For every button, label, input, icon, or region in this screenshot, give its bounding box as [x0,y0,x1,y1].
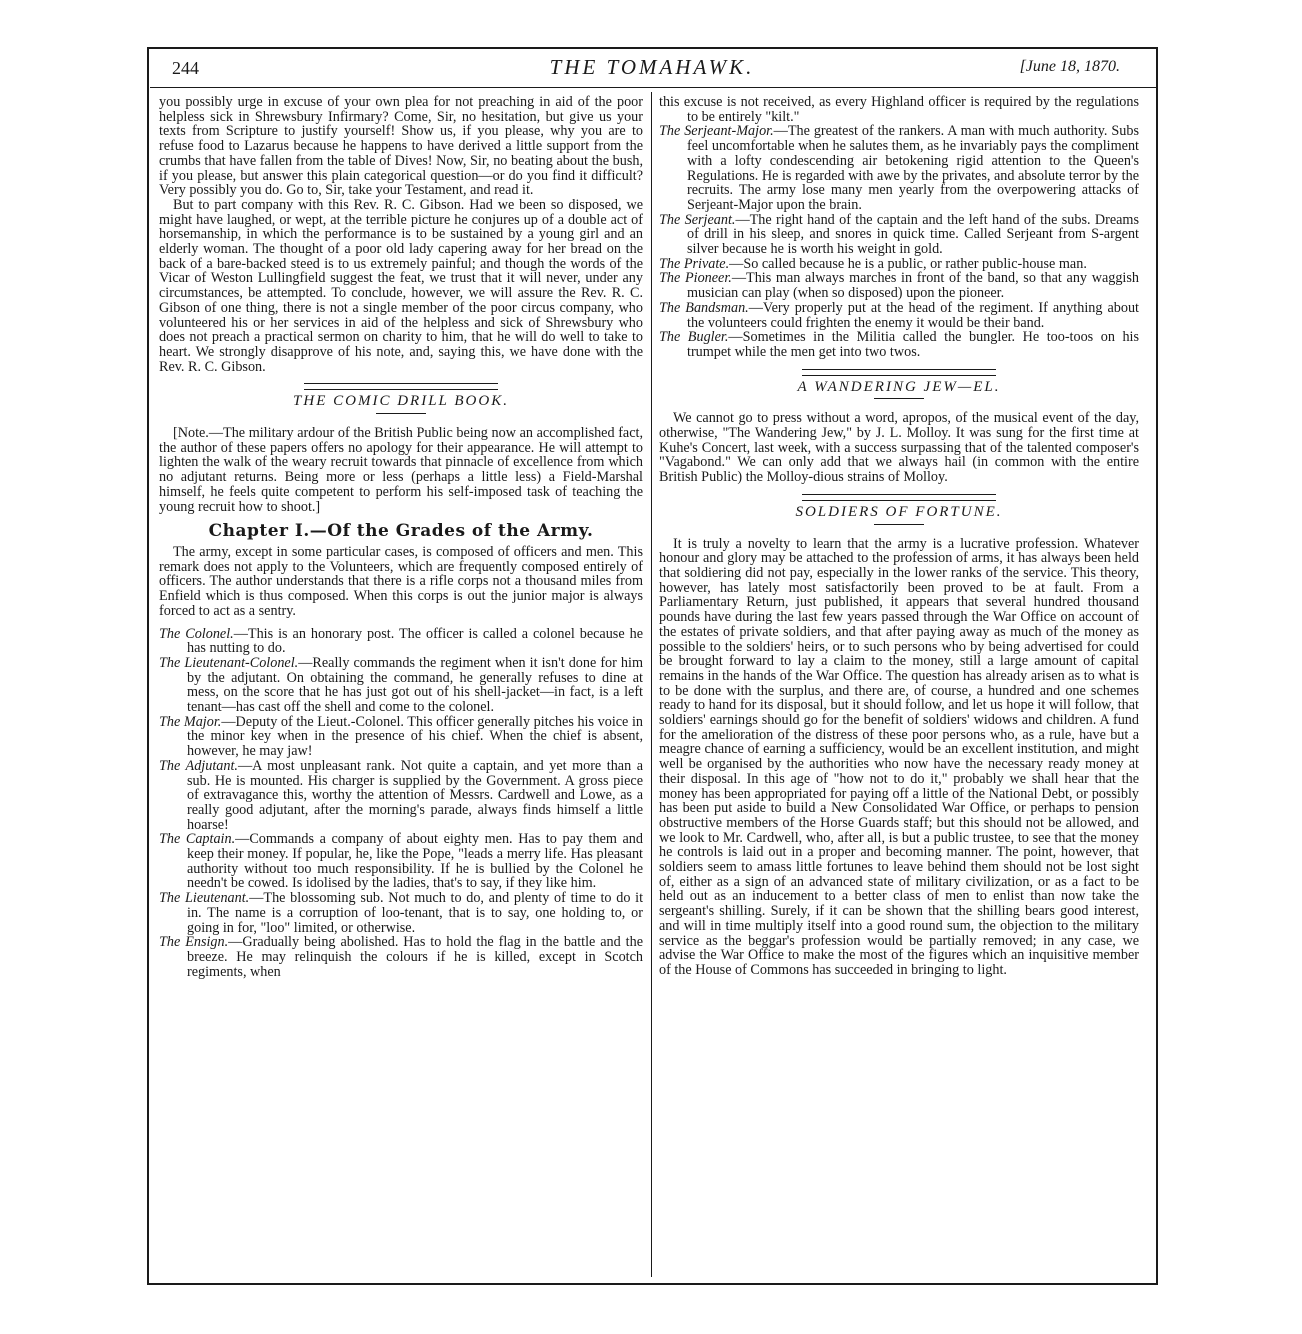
entry-term: The Serjeant. [659,211,736,228]
glossary-entry [659,124,1139,212]
paragraph: you possibly urge in excuse of your own plea for not preaching in aid of the poor helpless sick in Shrewsbury Infirmary? Come, Sir, no hesitation, but give us your texts from Scripture to justify yourself! Show us, if you please, why you are to refuse food to Lazarus because he happens to have derived a little support from the crumbs that have fallen from the table of Dives! Now, Sir, no beating about the bush, if you please, but answer this plain categorical question—or do you find it difficult? Very possibly you do. Go to, Sir, take your Testament, and read it. [159,94,643,199]
entry-term: The Lieutenant-Colonel. [159,654,299,671]
editorial-note: [Note.—The military ardour of the British Public being now an accomplished fact, the author of these papers offers no apology for their appearance. He will attempt to lighten the walk of the weary recruit towards that pinnacle of excellence from which no adjutant returns. Being more or less (perhaps a little less) a Field-Marshal himself, he feels quite competent to perform his self-imposed task of teaching the young recruit how to shoot.] [159,425,643,515]
left-column [159,95,643,979]
glossary-entry [159,832,643,891]
entry-term: The Ensign. [159,934,229,951]
section-divider [304,383,498,390]
glossary-entry [659,301,1139,330]
entry-text: —This is an honorary post. The officer is called a colonel because he has nutting to do. [187,625,643,657]
entry-term: The Bandsman. [659,299,749,316]
glossary-entry [159,627,643,656]
entry-term: The Bugler. [659,329,729,346]
section-title-soldiers-of-fortune: SOLDIERS OF FORTUNE. [795,503,1003,520]
glossary-entry [659,257,1139,272]
entry-text: —A most unpleasant rank. Not quite a captain, and yet more than a sub. He is mounted. His charger is supplied by the Government. A gross piece of extravagance this, worthy the attention of Messrs. Cardwell and Lowe, as a really good adjutant, after the morning's parade, always finds himself a little hoarse! [187,757,643,833]
glossary-entry [159,715,643,759]
paragraph: But to part company with this Rev. R. C. Gibson. Had we been so disposed, we might have laughed, or wept, at the terrible picture he conjures up of a double act of horsemanship, in which the performance is to be sustained by a young girl and an elderly woman. The thought of a poor old lady capering away for her bread on the back of a bare-backed steed is to us extremely painful; and though the words of the Vicar of Weston Lullingfield suggest the feat, we trust that it will never, under any circumstances, be attempted. To conclude, however, we will assure the Rev. R. C. Gibson of one thing, there is not a single member of the poor circus company, who volunteered his or her services in aid of the helpless and sick of Shrewsbury who does not preach a practical sermon on charity to him, that he will do well to take to heart. We strongly disapprove of his note, and, saying this, we have done with the Rev. R. C. Gibson. [159,196,643,375]
entry-text: —The greatest of the rankers. A man with much authority. Subs feel uncomfortable when he salutes them, as he invariably pays the compliment with a lofty condescending air betokening rigid attention to the Queen's Regulations. He is regarded with awe by the privates, and absolute terror by the recruits. The army lose many men yearly from the overpowering attacks of Serjeant-Major upon the brain. [687,123,1139,213]
glossary-entry [159,891,643,935]
entry-term: The Lieutenant. [159,890,250,907]
section-title-comic-drill-book: THE COMIC DRILL BOOK. [293,393,509,410]
glossary-entry [659,330,1139,359]
entry-text: —Gradually being abolished. Has to hold the flag in the battle and the breeze. He may relinquish the colours if he is killed, except in Scotch regiments, when [187,934,643,980]
page-header [162,54,1142,84]
glossary-entry [159,759,643,833]
periodical-title: THE TOMAHAWK. [549,55,755,79]
title-underline [874,524,924,525]
entry-term: The Private. [659,255,730,272]
paragraph: We cannot go to press without a word, apropos, of the musical event of the day, otherwise, "The Wandering Jew," by J. L. Molloy. It was sung for the first time at Kuhe's Concert, last week, with a success surpassing that of the talented composer's "Vagabond." We can only add that we always hail (in common with the entire British Public) the Molloy-dious strains of Molloy. [659,410,1139,486]
entry-text: —Deputy of the Lieut.-Colonel. This officer generally pitches his voice in the minor key when in the presence of his chief. When the chief is absent, however, he may jaw! [187,713,643,760]
entry-text: —Commands a company of about eighty men. Has to pay them and keep their money. If popular, he, like the Pope, "leads a merry life. Has pleasant authority without too much responsibility. If he is bullied by the Colonel he needn't be cowed. Is idolised by the ladies, that's to say, if they like him. [187,831,643,892]
glossary-entry [159,935,643,979]
title-underline [874,398,924,399]
header-rule [150,87,1156,88]
title-underline [376,413,426,414]
entry-text: —Really commands the regiment when it isn't done for him by the adjutant. On obtaining the command, he generally refuses to dine at mess, on the score that he has just got out of his shell-jacket—in fact, is a left tenant—has cast off the shell and come to the colonel. [187,654,643,716]
page-number: 244 [172,58,199,78]
entry-term: The Pioneer. [659,270,732,287]
entry-text: —Very properly put at the head of the regiment. If anything about the volunteers could frighten the enemy it would be their band. [687,299,1139,331]
chapter-heading: Chapter I.—Of the Grades of the Army. [208,521,594,542]
paragraph-continuation: this excuse is not received, as every Highland officer is required by the regulations to be entirely "kilt." [659,94,1139,125]
entry-text: —Sometimes in the Militia called the bungler. He too-toos on his trumpet while the men get into two twos. [687,329,1140,360]
entry-text: —This man always marches in front of the band, so that any waggish musician can play (when so disposed) upon the pioneer. [687,270,1139,302]
glossary-entry [159,656,643,715]
issue-date: [June 18, 1870. [1019,58,1120,75]
section-divider [802,494,996,501]
section-divider [802,369,996,376]
entry-text: —The right hand of the captain and the left hand of the subs. Dreams of drill in his sleep, and snores in quick time. Called Serjeant from S-argent silver because he is worth his weight in gold. [687,211,1139,258]
right-column [659,95,1139,978]
paragraph: It is truly a novelty to learn that the army is a lucrative profession. Whatever honour and glory may be attached to the profession of arms, it has always been held that soldiering did not pay, especially in the lower ranks of the service. This theory, however, has lately most satisfactorily been proved to be at fault. From a Parliamentary Return, just published, it appears that several hundred thousand pounds have during the last few years passed through the War Office on account of the estates of private soldiers, and that after paying away as much of the money as possible to the soldiers' heirs, or to such persons who by being advertised for could be brought forward to lay a claim to the money, still a large amount of capital remains in the hands of the War Office. The question has already arisen as to what is to be done with the surplus, and there are, of course, a hundred and one schemes ready to hand for its disposal, but it should follow, and let us hope it will follow, that soldiers' earnings should go for the benefit of soldiers' widows and children. A fund for the amelioration of the distress of these poor persons who, as a rule, have but a meagre chance of earning a sufficiency, would be an excellent institution, and might well be organised by the authorities who now have the necessary ready money at their disposal. In this age of "how not to do it," probably we shall hear that the money has been appropriated for paying off a little of the National Debt, or possibly has been put aside to build a New Consolidated War Office, or perhaps to pension obstructive members of the Horse Guards staff; but this should not be allowed, and we look to Mr. Cardwell, who, after all, is but a public trustee, to see that the money he controls is laid out in a proper and becoming manner. The point, however, that soldiers seem to amass little fortunes to leave behind them should not be lost sight of, either as a sign of an advanced state of military civilization, or as a fact to be held out as an inducement to a better class of men to enlist than now take the sergeant's shilling. Surely, if it can be shown that the shilling bears good interest, and will in time multiply itself into a good round sum, the objection to the military service as the beggar's profession would be partially removed; in any case, we advise the War Office to make the most of the figures which an inquisitive member of the House of Commons has succeeded in bringing to light. [659,535,1139,978]
glossary-entry [659,271,1139,300]
section-title-wandering-jew: A WANDERING JEW—EL. [797,378,1001,395]
paragraph: The army, except in some particular cases, is composed of officers and men. This remark does not apply to the Volunteers, which are frequently composed entirely of officers. The author understands that there is a rifle corps not a thousand miles from Enfield which is thus composed. When this corps is out the junior major is always forced to act as a sentry. [159,543,643,619]
entry-term: The Colonel. [159,625,234,642]
entry-term: The Adjutant. [159,757,238,774]
glossary-entry [659,213,1139,257]
entry-term: The Serjeant-Major. [659,123,774,140]
entry-text: —So called because he is a public, or rather public-house man. [729,255,1087,272]
column-rule [651,92,652,1277]
entry-term: The Captain. [159,831,236,848]
entry-term: The Major. [159,713,222,730]
entry-text: —The blossoming sub. Not much to do, and plenty of time to do it in. The name is a corruption of loo-tenant, that is to say, one holding to, or going in for, "loo" limited, or otherwise. [187,890,644,936]
